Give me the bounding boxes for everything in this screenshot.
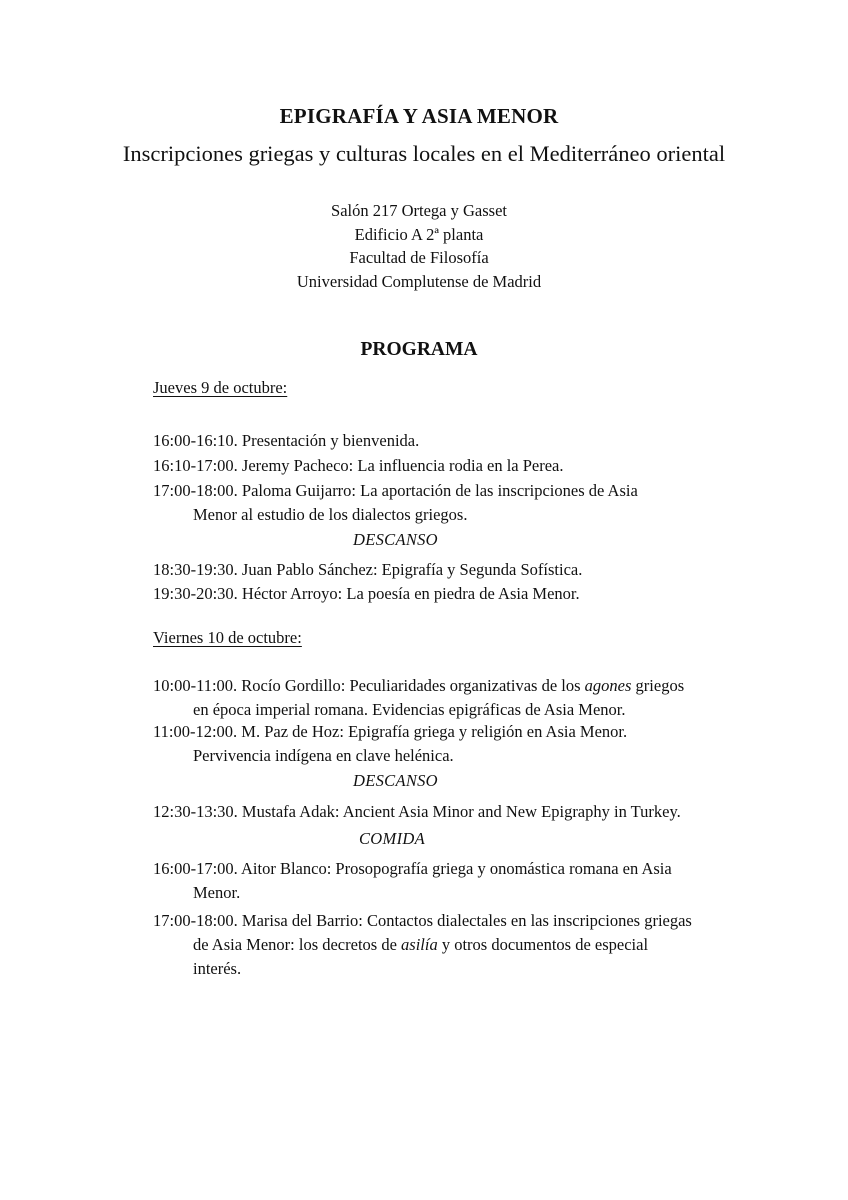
day-label-friday: Viernes 10 de octubre: [153,628,302,647]
italic-term: agones [584,676,632,695]
program-heading: PROGRAMA [360,339,478,360]
program-item: 19:30-20:30. Héctor Arroyo: La poesía en piedra de Asia Menor. [153,584,580,603]
text-span: griegos [631,676,685,695]
program-item: 16:00-16:10. Presentación y bienvenida. [153,431,420,450]
program-item: 16:10-17:00. Jeremy Pacheco: La influencia rodia en la Perea. [153,456,564,475]
program-item: 12:30-13:30. Mustafa Adak: Ancient Asia Minor and New Epigraphy in Turkey. [153,802,681,821]
program-item-line: interés. [193,959,242,978]
venue-building: Edificio A 2ª planta [354,224,484,244]
day-label-thursday: Jueves 9 de octubre: [153,378,288,397]
venue-faculty: Facultad de Filosofía [349,248,489,267]
program-item [153,479,746,527]
document-subtitle: Inscripciones griegas y culturas locales en el Mediterráneo oriental [122,141,726,166]
break-label: DESCANSO [353,530,438,549]
program-item [153,857,746,905]
venue-room: Salón 217 Ortega y Gasset [331,201,507,220]
program-item: 18:30-19:30. Juan Pablo Sánchez: Epigrafía y Segunda Sofística. [153,560,583,579]
text-span: y otros documentos de especial [437,935,649,954]
break-label: DESCANSO [353,771,438,790]
italic-term: asilía [401,935,438,954]
program-item-line: 11:00-12:00. M. Paz de Hoz: Epigrafía griega y religión en Asia Menor. [153,722,628,741]
document-title: EPIGRAFÍA Y ASIA MENOR [279,104,559,128]
text-span: 10:00-11:00. Rocío Gordillo: Peculiaridades organizativas de los [153,676,585,695]
program-item-line: 17:00-18:00. Marisa del Barrio: Contactos dialectales en las inscripciones griegas [153,911,692,930]
venue-university: Universidad Complutense de Madrid [296,271,542,291]
program-item-line [153,674,746,698]
lunch-label: COMIDA [359,829,425,848]
program-item [153,720,746,768]
program-item [153,909,746,981]
program-item-line: Menor. [193,883,241,902]
program-item-line: Pervivencia indígena en clave helénica. [193,746,454,765]
program-item-line [153,933,746,957]
text-span: de Asia Menor: los decretos de [193,935,402,954]
program-item-line: en época imperial romana. Evidencias epigráficas de Asia Menor. [193,700,626,719]
program-item-line: Menor al estudio de los dialectos griegos. [193,505,468,524]
venue-block [0,199,838,293]
program-item-line: 16:00-17:00. Aitor Blanco: Prosopografía griega y onomástica romana en Asia [153,859,672,878]
program-item-line: 17:00-18:00. Paloma Guijarro: La aportación de las inscripciones de Asia [153,481,638,500]
program-item [153,674,746,722]
